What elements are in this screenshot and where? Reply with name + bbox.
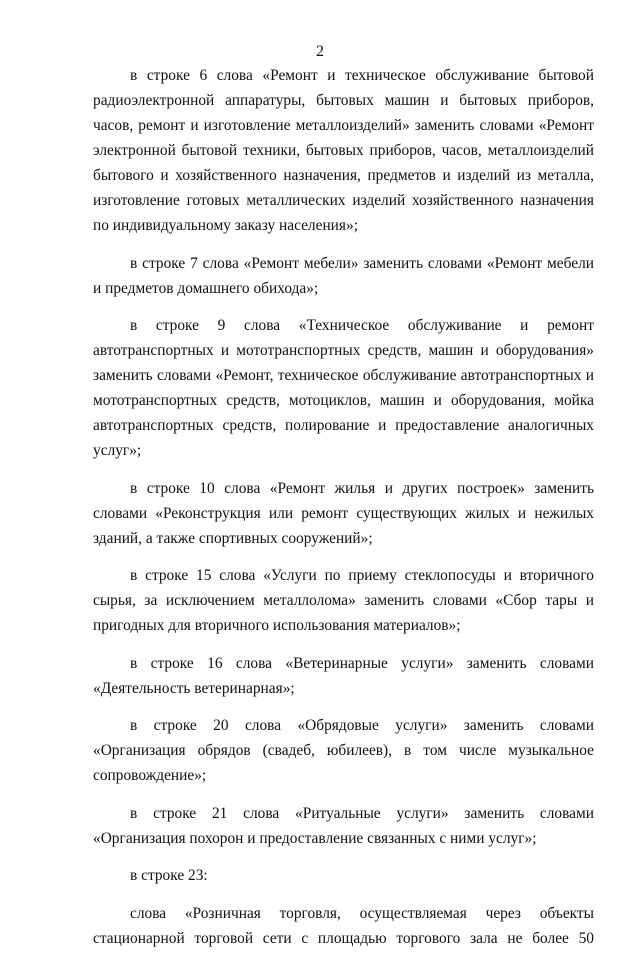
paragraph-line-23: в строке 23: <box>130 867 208 884</box>
paragraph-line-6: в строке 6 слова «Ремонт и техническое обслуживание бытовой радиоэлектронной аппаратуры, бытовых машин и бытовых приборов, часов, ремонт и изготовление металлоизделий» заменить словами «Ремонт электронной бытовой техники, бытовых приборов, часов, металлоизделий бытового и хозяйственного назначения, предметов и изделий из металла, изготовление готовых металлических изделий хозяйственного назначения по индивидуальному заказу населения»; <box>93 67 594 234</box>
paragraph-line-21: в строке 21 слова «Ритуальные услуги» заменить словами «Организация похорон и предоставление связанных с ними услуг»; <box>93 804 594 847</box>
paragraph-line-7: в строке 7 слова «Ремонт мебели» заменить словами «Ремонт мебели и предметов домашнего обихода»; <box>93 254 594 297</box>
paragraph-line-23-words: слова «Розничная торговля, осуществляемая через объекты стационарной торговой сети с площадью торгового зала не более 50 <box>93 904 594 947</box>
paragraph-line-9: в строке 9 слова «Техническое обслуживание и ремонт автотранспортных и мототранспортных средств, машин и оборудования» заменить словами «Ремонт, техническое обслуживание автотранспортных и мототранспортных средств, мотоциклов, машин и оборудования, мойка автотранспортных средств, полирование и предоставление аналогичных услуг»; <box>93 317 594 459</box>
document-body <box>93 63 594 963</box>
paragraph-line-16: в строке 16 слова «Ветеринарные услуги» заменить словами «Деятельность ветеринарная»; <box>93 654 594 697</box>
paragraph-line-10: в строке 10 слова «Ремонт жилья и других построек» заменить словами «Реконструкция или ремонт существующих жилых и нежилых зданий, а также спортивных сооружений»; <box>93 479 594 547</box>
page-number: 2 <box>316 43 324 60</box>
paragraph-line-15: в строке 15 слова «Услуги по приему стеклопосуды и вторичного сырья, за исключением металлолома» заменить словами «Сбор тары и пригодных для вторичного использования материалов»; <box>93 567 594 634</box>
paragraph-line-20: в строке 20 слова «Обрядовые услуги» заменить словами «Организация обрядов (свадеб, юбилеев), в том числе музыкальное сопровождение»; <box>93 717 594 784</box>
